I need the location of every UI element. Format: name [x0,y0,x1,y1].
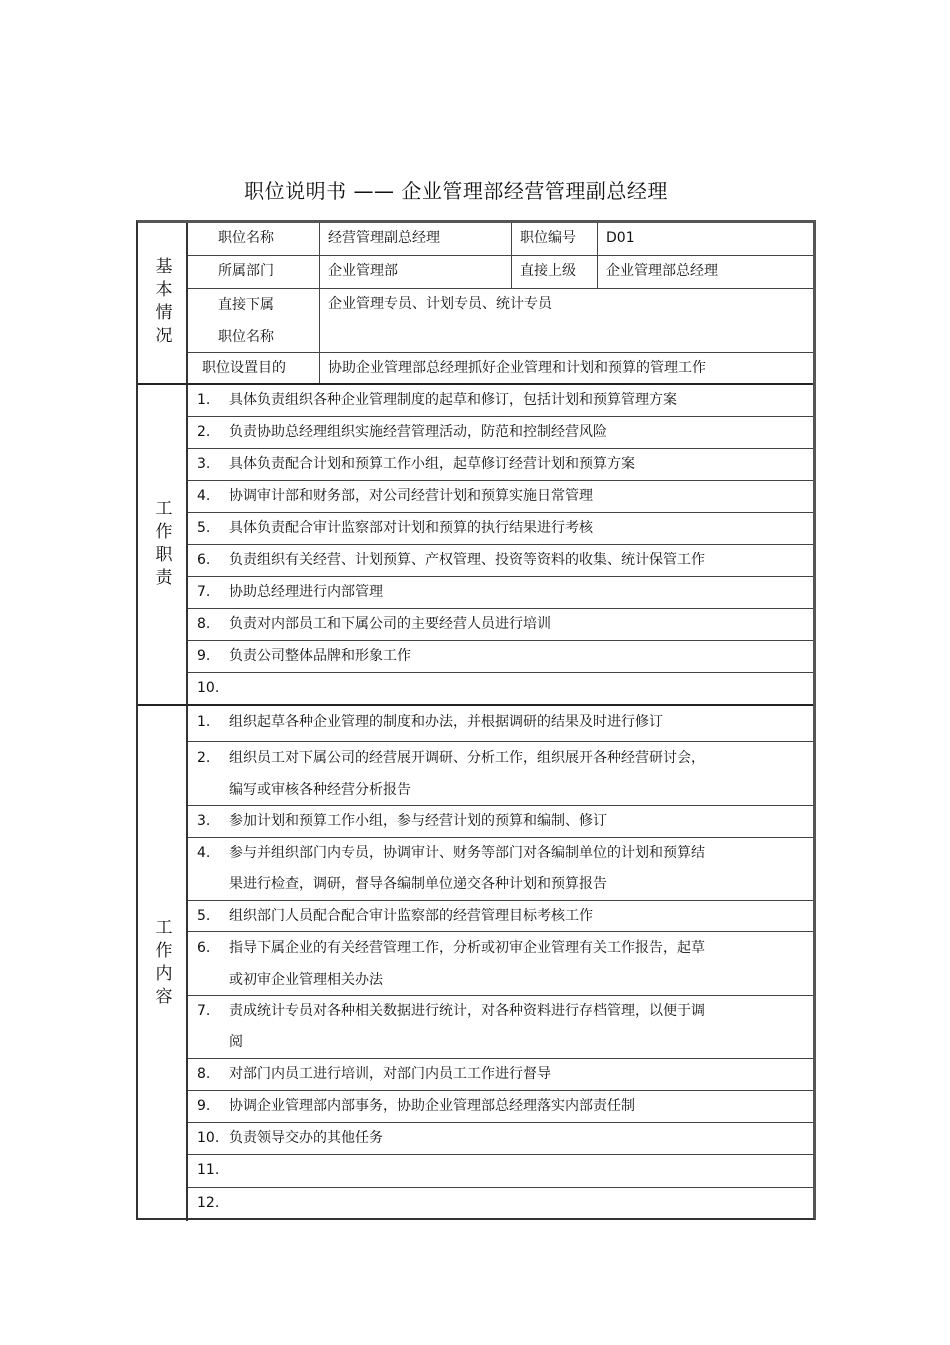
duty-row [188,513,813,545]
content-row [188,1123,813,1155]
document-title: 职位说明书 —— 企业管理部经营管理副总经理 [244,179,668,203]
label-subordinates [188,289,319,352]
content-text: 责成统计专员对各种相关数据进行统计，对各种资料进行存档管理，以便于调 阅 [229,1003,705,1050]
duty-number: 5. [197,520,211,536]
duty-number: 4. [197,488,211,504]
content-row [188,1188,813,1221]
section-label-basic-text: 基本情况 [151,257,172,349]
duty-text: 具体负责组织各种企业管理制度的起草和修订，包括计划和预算管理方案 [229,392,677,408]
value-position-name: 经营管理副总经理 [319,223,511,255]
label-department: 所属部门 [218,263,274,279]
value-purpose: 协助企业管理部总经理抓好企业管理和计划和预算的管理工作 [319,353,813,383]
duty-number: 1. [197,392,211,408]
duty-row [188,545,813,577]
content-text: 组织员工对下属公司的经营展开调研、分析工作，组织展开各种经营研讨会， 编写或审核各种经营分析报告 [229,750,705,798]
content-row [188,996,813,1059]
duty-number: 3. [197,456,211,472]
section-label-content [138,706,188,1221]
content-row [188,838,813,901]
content-number: 2. [197,750,211,766]
section-label-content-text: 工作内容 [151,917,172,1010]
content-number: 3. [197,813,211,829]
content-number: 6. [197,940,211,956]
duty-text: 具体负责配合审计监察部对计划和预算的执行结果进行考核 [229,520,593,536]
duty-row [188,481,813,513]
content-number: 4. [197,845,211,861]
content-text: 负责领导交办的其他任务 [229,1130,383,1146]
duty-row [188,417,813,449]
label-supervisor: 直接上级 [511,256,597,288]
duty-text: 协调审计部和财务部，对公司经营计划和预算实施日常管理 [229,488,593,504]
duty-number: 7. [197,584,211,600]
content-number: 8. [197,1066,211,1082]
content-text: 指导下属企业的有关经营管理工作，分析或初审企业管理有关工作报告，起草 或初审企业管理相关办法 [229,940,705,988]
content-text: 参与并组织部门内专员，协调审计、财务等部门对各编制单位的计划和预算结 果进行检查，调研，督导各编制单位递交各种计划和预算报告 [229,845,705,892]
duty-text: 协助总经理进行内部管理 [229,584,383,600]
content-text: 组织起草各种企业管理的制度和办法，并根据调研的结果及时进行修订 [229,714,663,730]
section-label-duties-text: 工作职责 [151,498,172,591]
content-text: 协调企业管理部内部事务，协助企业管理部总经理落实内部责任制 [229,1098,635,1114]
content-row [188,706,813,742]
duty-number: 9. [197,648,211,664]
duty-text: 负责组织有关经营、计划预算、产权管理、投资等资料的收集、统计保管工作 [229,552,705,568]
content-number: 11. [197,1162,220,1178]
row-subordinates [188,289,813,353]
content-number: 1. [197,714,211,730]
section-label-basic [138,223,188,385]
duty-number: 6. [197,552,211,568]
content-row [188,806,813,838]
content-number: 5. [197,908,211,924]
content-row [188,1091,813,1123]
content-row [188,901,813,932]
duty-row [188,385,813,417]
content-number: 9. [197,1098,211,1114]
duty-text: 负责协助总经理组织实施经营管理活动，防范和控制经营风险 [229,424,607,440]
duty-number: 2. [197,424,211,440]
label-purpose: 职位设置目的 [202,360,286,376]
value-supervisor: 企业管理部总经理 [597,256,813,288]
row-department [188,256,813,289]
content-number: 7. [197,1003,211,1019]
content-number: 12. [197,1195,220,1211]
duty-text: 负责对内部员工和下属公司的主要经营人员进行培训 [229,616,551,632]
content-row [188,932,813,996]
label-position-code: 职位编号 [511,223,597,255]
row-purpose [188,353,813,385]
value-subordinates: 企业管理专员、计划专员、统计专员 [319,289,813,352]
label-subordinates-line2: 职位名称 [218,329,274,345]
duty-row [188,449,813,481]
content-row [188,742,813,806]
label-subordinates-line1: 直接下属 [218,297,274,313]
value-department: 企业管理部 [319,256,511,288]
duty-row [188,609,813,641]
content-number: 10. [197,1130,220,1146]
job-description-table [136,220,816,1220]
content-row [188,1155,813,1188]
duty-row [188,577,813,609]
content-row [188,1059,813,1091]
content-text: 参加计划和预算工作小组，参与经营计划的预算和编制、修订 [229,813,607,829]
duty-text: 具体负责配合计划和预算工作小组，起草修订经营计划和预算方案 [229,456,635,472]
value-position-code: D01 [597,223,813,255]
duty-text: 负责公司整体品牌和形象工作 [229,648,411,664]
content-text: 对部门内员工进行培训，对部门内员工工作进行督导 [229,1066,551,1082]
duty-row [188,641,813,673]
section-label-duties [138,385,188,706]
label-position-name: 职位名称 [218,230,274,246]
duty-row [188,673,813,706]
content-text: 组织部门人员配合配合审计监察部的经营管理目标考核工作 [229,908,593,924]
duty-number: 10. [197,680,220,696]
duty-number: 8. [197,616,211,632]
row-position-name [188,223,813,256]
